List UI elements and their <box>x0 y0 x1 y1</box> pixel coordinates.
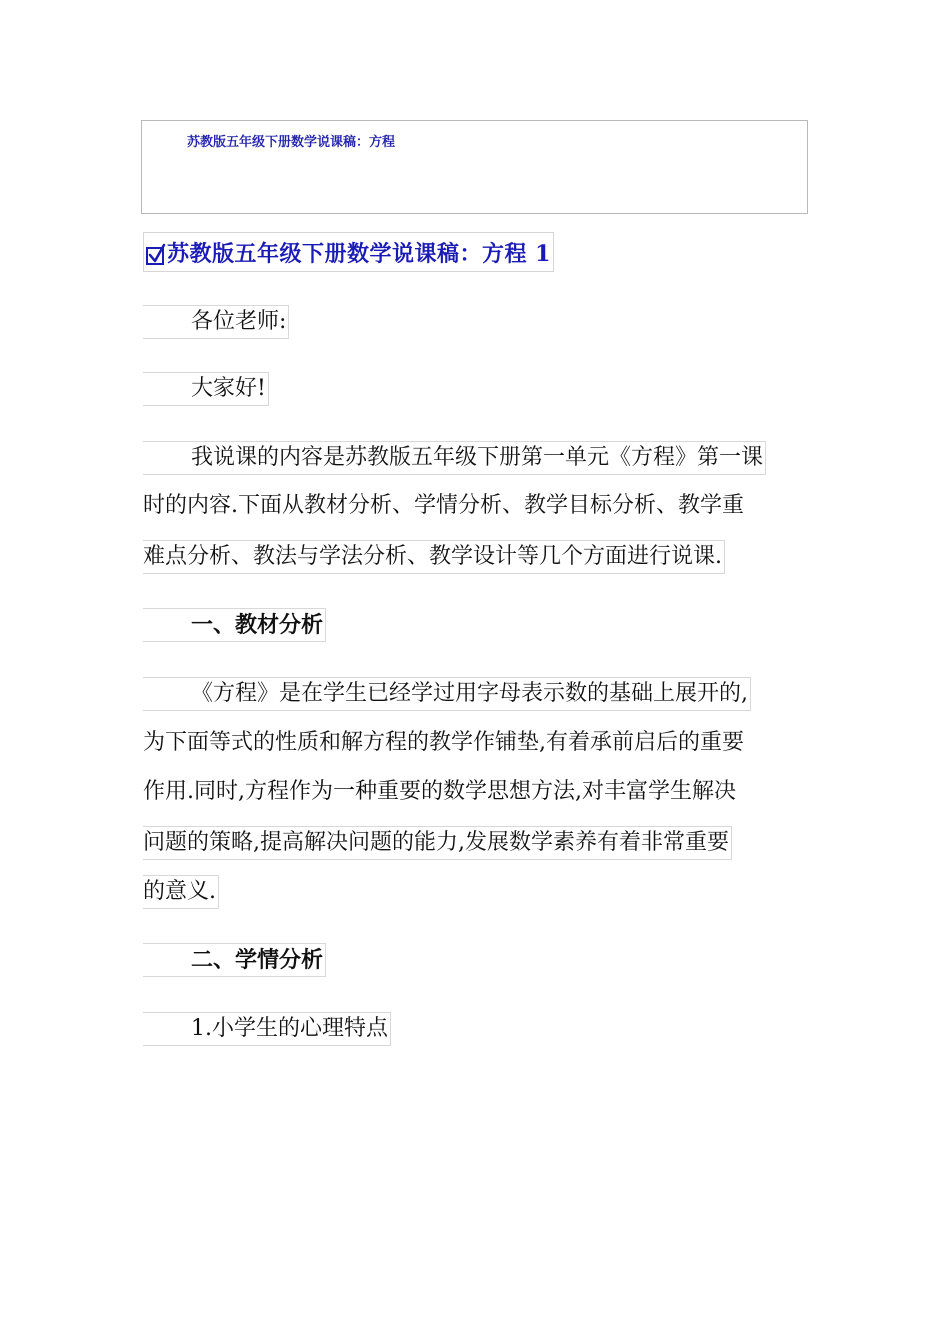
paragraph-line <box>143 677 751 711</box>
page-header <box>141 120 808 214</box>
paragraph-line <box>143 490 744 524</box>
paragraph-text: 问题的策略,提高解决问题的能力,发展数学素养有着非常重要 <box>143 830 729 855</box>
greeting-line <box>143 372 269 406</box>
section-heading-text: 二、学情分析 <box>191 947 324 973</box>
paragraph-text: 时的内容.下面从教材分析、学情分析、教学目标分析、教学重 <box>143 493 744 518</box>
section-heading <box>143 943 326 977</box>
paragraph-text: 的意义. <box>143 879 216 904</box>
paragraph-line <box>143 875 219 909</box>
paragraph-line <box>143 776 736 810</box>
paragraph-text: 我说课的内容是苏教版五年级下册第一单元《方程》第一课 <box>191 445 764 470</box>
list-item-text: 1.小学生的心理特点 <box>191 1016 388 1041</box>
section-heading <box>143 608 326 642</box>
paragraph-line <box>143 540 725 574</box>
header-title: 苏教版五年级下册数学说课稿：方程 <box>187 135 396 150</box>
section-heading-text: 一、教材分析 <box>191 612 324 638</box>
greeting-line <box>143 305 289 339</box>
paragraph-line <box>143 826 732 860</box>
checkbox-icon <box>146 247 164 265</box>
paragraph-text: 为下面等式的性质和解方程的教学作铺垫,有着承前启后的重要 <box>143 730 744 755</box>
paragraph-text: 难点分析、教法与学法分析、教学设计等几个方面进行说课. <box>143 544 722 569</box>
paragraph-text: 《方程》是在学生已经学过用字母表示数的基础上展开的, <box>191 681 748 706</box>
paragraph-text: 作用.同时,方程作为一种重要的数学思想方法,对丰富学生解决 <box>143 779 736 804</box>
greeting-text: 大家好! <box>191 376 266 401</box>
paragraph-line <box>143 441 766 475</box>
document-title <box>143 232 554 272</box>
list-item <box>143 1012 391 1046</box>
greeting-text: 各位老师: <box>191 309 287 334</box>
paragraph-line <box>143 727 744 761</box>
document-title-text: 苏教版五年级下册数学说课稿：方程 1 <box>167 240 551 267</box>
